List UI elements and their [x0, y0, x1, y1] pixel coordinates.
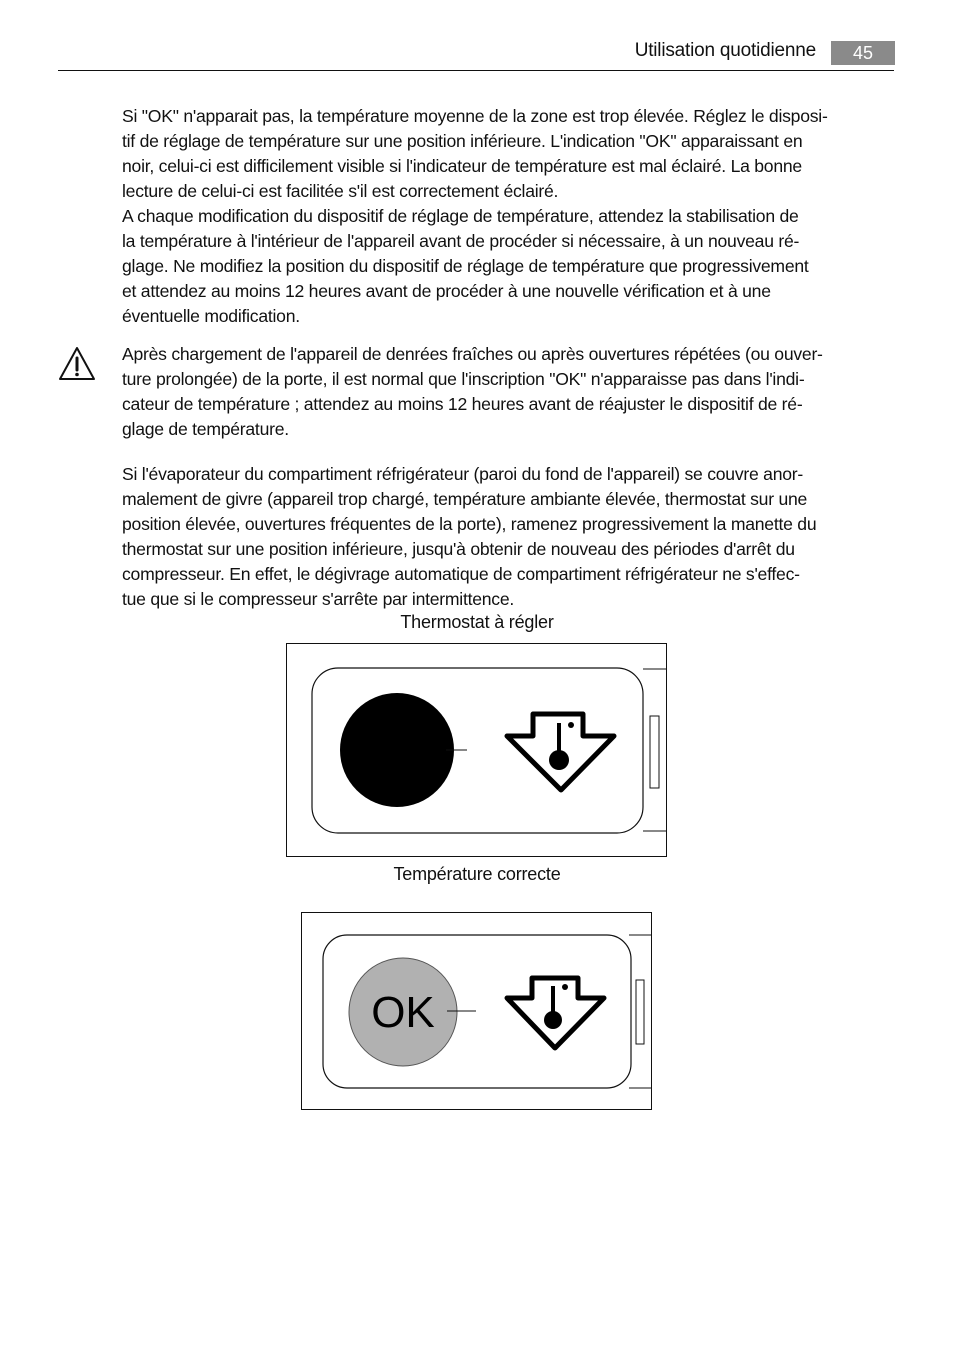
text-line: la température à l'intérieur de l'appareil avant de procéder si nécessaire, à un nouveau ré- [122, 231, 800, 251]
text-line: cateur de température ; attendez au moins 12 heures avant de réajuster le dispositif de ré- [122, 394, 803, 414]
warning-triangle-icon [58, 346, 96, 382]
text-line: et attendez au moins 12 heures avant de procéder à une nouvelle vérification et à une [122, 281, 771, 301]
paragraph-warning [122, 342, 894, 442]
caption-correct-temperature: Température correcte [393, 864, 561, 884]
header-divider [58, 70, 894, 71]
indicator-dark-circle [340, 693, 454, 807]
paragraph-temperature-adjust [122, 104, 894, 329]
text-line: Si "OK" n'apparait pas, la température moyenne de la zone est trop élevée. Réglez le disposi- [122, 106, 828, 126]
text-line: éventuelle modification. [122, 306, 300, 326]
text-line: glage de température. [122, 419, 289, 439]
text-line: ture prolongée) de la porte, il est normal que l'inscription "OK" n'apparaisse pas dans l'indi- [122, 369, 805, 389]
text-line: lecture de celui-ci est facilitée s'il est correctement éclairé. [122, 181, 559, 201]
paragraph-evaporator [122, 462, 894, 612]
ok-label: OK [371, 988, 435, 1037]
text-line: noir, celui-ci est difficilement visible si l'indicateur de température est mal éclairé. La bonne [122, 156, 802, 176]
section-title: Utilisation quotidienne [634, 40, 816, 61]
text-line: Si l'évaporateur du compartiment réfrigérateur (paroi du fond de l'appareil) se couvre anor- [122, 464, 803, 484]
text-line: Après chargement de l'appareil de denrées fraîches ou après ouvertures répétées (ou ouver- [122, 344, 823, 364]
text-line: position élevée, ouvertures fréquentes de la porte), ramenez progressivement la manette du [122, 514, 817, 534]
text-line: thermostat sur une position inférieure, jusqu'à obtenir de nouveau des périodes d'arrêt du [122, 539, 795, 559]
text-line: compresseur. En effet, le dégivrage automatique de compartiment réfrigérateur ne s'effec- [122, 564, 800, 584]
indicator-figure-correct [301, 912, 653, 1111]
indicator-figure-adjust [286, 643, 667, 858]
text-line: glage. Ne modifiez la position du dispositif de réglage de température que progressivement [122, 256, 809, 276]
caption-thermostat-to-adjust: Thermostat à régler [400, 612, 554, 632]
page-number: 45 [831, 41, 895, 65]
indicator-ok-circle [349, 958, 457, 1066]
text-line: malement de givre (appareil trop chargé, température ambiante élevée, thermostat sur une [122, 489, 808, 509]
text-line: tif de réglage de température sur une position inférieure. L'indication "OK" apparaissant en [122, 131, 803, 151]
text-line: A chaque modification du dispositif de réglage de température, attendez la stabilisation de [122, 206, 799, 226]
text-line: tue que si le compresseur s'arrête par intermittence. [122, 589, 515, 609]
